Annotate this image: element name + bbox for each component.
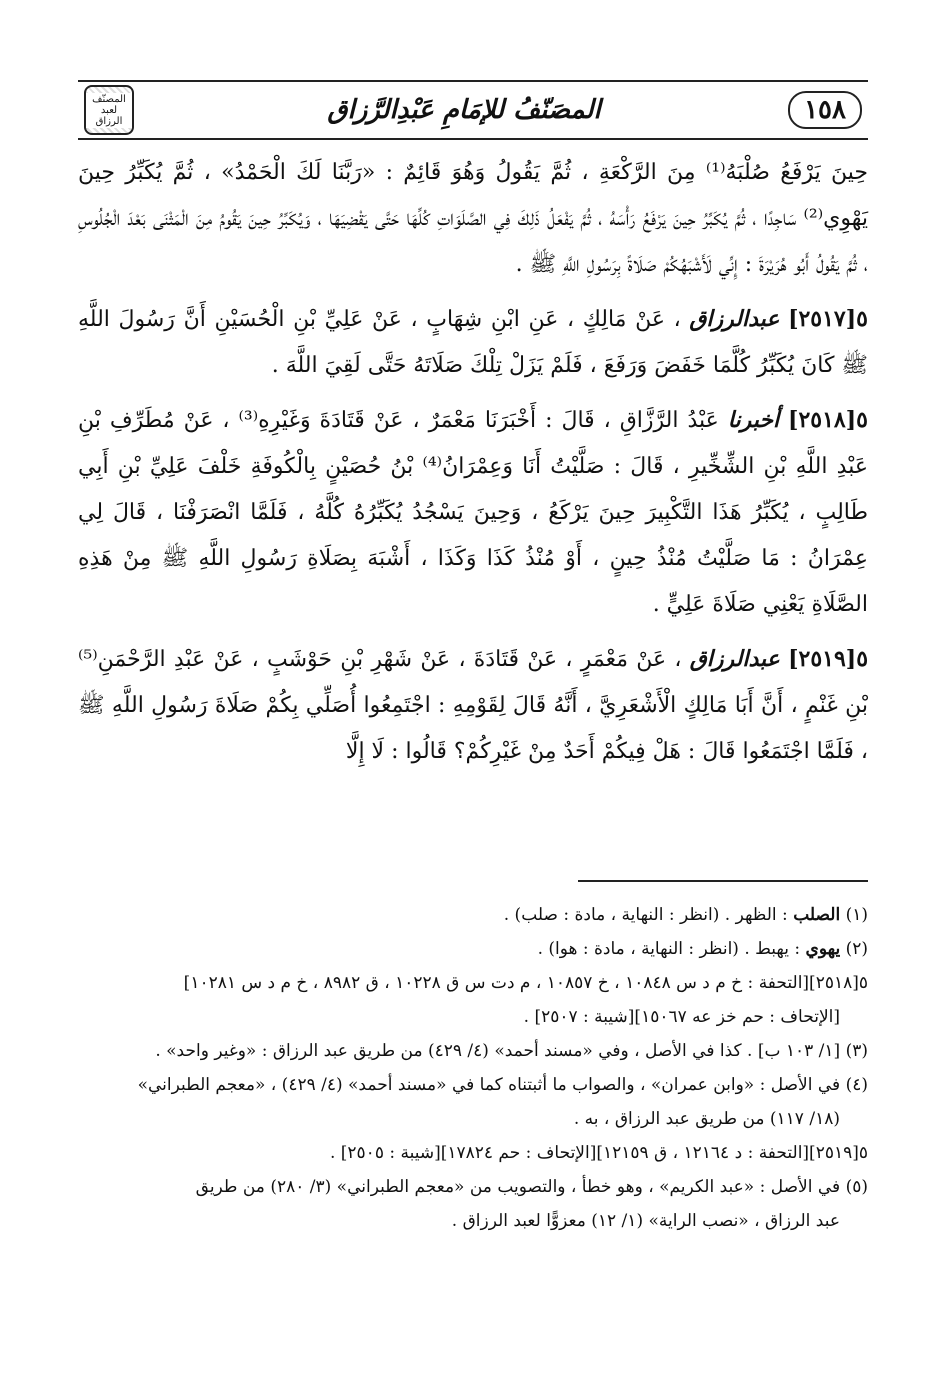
footnote-mark: (١)	[845, 905, 868, 925]
footnote-separator	[578, 880, 868, 882]
page-header	[78, 80, 868, 140]
footnote-term: يهوي	[805, 939, 841, 959]
main-text	[78, 150, 868, 783]
hadith-2518	[78, 397, 868, 628]
footnote-1	[78, 898, 868, 932]
footnote-4-line-1: (٤) في الأصل : «وابن عمران» ، والصواب ما أثبتناه كما في «مسند أحمد» (٤/ ٤٢٩) ، «معجم الطبراني»	[137, 1075, 868, 1095]
footnote-3: (٣) [١/ ١٠٣ ب] . كذا في الأصل ، وفي «مسند أحمد» (٤/ ٤٢٩) من طريق عبد الرزاق : «وغير واحد» .	[155, 1041, 868, 1061]
hadith-text: ، عَنْ مَعْمَرٍ ، عَنْ قَتَادَةَ ، عَنْ شَهْرِ بْنِ حَوْشَبٍ ، عَنْ عَبْدِ الرَّحْمَنِ⁽⁵⁾ بْنِ غَنْمٍ ، أَنَّ أَبَا مَالِكٍ الْأَشْعَرِيَّ ، أَنَّهُ قَالَ لِقَوْمِهِ : اجْتَمِعُوا أُصَلِّي بِكُمْ صَلَاةَ رَسُولِ اللَّهِ ﷺ ، فَلَمَّا اجْتَمَعُوا قَالَ : هَلْ فِيكُمْ أَحَدٌ مِنْ غَيْرِكُمْ؟ قَالُوا : لَا إِلَّا	[78, 647, 868, 764]
ornament-logo-icon	[84, 85, 134, 135]
hadith-text: ، عَنْ مَالِكٍ ، عَنِ ابْنِ شِهَابٍ ، عَنْ عَلِيِّ بْنِ الْحُسَيْنِ أَنَّ رَسُولَ اللَّهِ ﷺ كَانَ يُكَبِّرُ كُلَّمَا خَفَضَ وَرَفَعَ ، فَلَمْ يَزَلْ تِلْكَ صَلَاتَهُ حَتَّى لَقِيَ اللَّهَ .	[78, 307, 868, 378]
hadith-2517	[78, 296, 868, 389]
takhrij-2518-line-1: ٥[٢٥١٨][التحفة : خ م د س ١٠٨٤٨ ، خ ١٠٨٥٧ ، م دت س ق ١٠٢٢٨ ، ق ٨٩٨٢ ، خ م د س ١٠٢٨١]	[183, 973, 868, 993]
footnote-text: : يهبط . (انظر : النهاية ، مادة : هوا) .	[537, 939, 801, 959]
hadith-narrator: عبدالرزاق	[689, 646, 780, 672]
ornament-label: المصنّف لعبد الرزاق	[86, 93, 132, 128]
hadith-2519	[78, 636, 868, 775]
footnotes	[78, 898, 868, 1238]
takhrij-2519: ٥[٢٥١٩][التحفة : د ١٢١٦٤ ، ق ١٢١٥٩][الإتحاف : حم ١٧٨٢٤][شيبة : ٢٥٠٥] .	[329, 1143, 868, 1163]
hadith-number: ٥[٢٥١٩]	[788, 646, 869, 672]
hadith-number: ٥[٢٥١٨]	[788, 407, 868, 433]
footnote-4-line-2: (١٨/ ١١٧) من طريق عبد الرزاق ، به .	[573, 1109, 840, 1129]
footnote-5-line-1: (٥) في الأصل : «عبد الكريم» ، وهو خطأ ، والتصويب من «معجم الطبراني» (٣/ ٢٨٠) من طريق	[195, 1177, 868, 1197]
takhrij-2518-line-2: [الإتحاف : حم خز عه ١٥٠٦٧][شيبة : ٢٥٠٧] .	[523, 1007, 840, 1027]
paragraph-continuation: حِينَ يَرْفَعُ صُلْبَهُ⁽¹⁾ مِنَ الرَّكْعَةِ ، ثُمَّ يَقُولُ وَهُوَ قَائِمٌ : «رَبَّنَا لَكَ الْحَمْدُ» ، ثُمَّ يُكَبِّرُ حِينَ يَهْوِي⁽²⁾ سَاجِدًا ، ثُمَّ يُكَبِّرُ حِينَ يَرْفَعُ رَأْسَهُ ، ثُمَّ يَفْعَلُ ذَلِكَ فِي الصَّلَوَاتِ كُلِّهَا حَتَّى يَقْضِيَهَا ، وَيُكَبِّرُ حِينَ يَقُومُ مِنَ الْمَثْنَى بَعْدَ الْجُلُوسِ ، ثُمَّ يَقُولُ أَبُو هُرَيْرَةَ : إِنِّي لَأَشْبَهُكُمْ صَلَاةً بِرَسُولِ اللَّهِ ﷺ .	[78, 160, 868, 277]
footnote-5-line-2: عبد الرزاق ، «نصب الراية» (١/ ١٢) معزوًّا لعبد الرزاق .	[451, 1211, 840, 1231]
hadith-narrator: عبدالرزاق	[689, 306, 780, 332]
page-number: ١٥٨	[788, 91, 862, 129]
book-title: المصَنّفُ للإمَامِ عَبْدِالرَّزاق	[327, 95, 601, 125]
hadith-number: ٥[٢٥١٧]	[788, 306, 868, 332]
footnote-text: : الظهر . (انظر : النهاية ، مادة : صلب) .	[503, 905, 788, 925]
footnote-mark: (٢)	[845, 939, 868, 959]
hadith-narrator: أخبرنا	[727, 407, 780, 433]
footnote-2	[78, 932, 868, 966]
hadith-text: عَبْدُ الرَّزَّاقِ ، قَالَ : أَخْبَرَنَا مَعْمَرٌ ، عَنْ قَتَادَةَ وَغَيْرِهِ⁽³⁾ ، عَنْ مُطَرِّفِ بْنِ عَبْدِ اللَّهِ بْنِ الشِّخِّيرِ ، قَالَ : صَلَّيْتُ أَنَا وَعِمْرَانُ⁽⁴⁾ بْنُ حُصَيْنٍ بِالْكُوفَةِ خَلْفَ عَلِيِّ بْنِ أَبِي طَالِبٍ ، يُكَبِّرُ هَذَا التَّكْبِيرَ حِينَ يَرْكَعُ ، وَحِينَ يَسْجُدُ يُكَبِّرُهُ كُلَّهُ ، فَلَمَّا انْصَرَفْنَا ، قَالَ لِي عِمْرَانُ : مَا صَلَّيْتُ مُنْذُ حِينٍ ، أَوْ مُنْذُ كَذَا وَكَذَا ، أَشْبَهَ بِصَلَاةِ رَسُولِ اللَّهِ ﷺ مِنْ هَذِهِ الصَّلَاةِ يَعْنِي صَلَاةَ عَلِيٍّ .	[78, 408, 868, 617]
footnote-term: الصلب	[793, 905, 841, 925]
